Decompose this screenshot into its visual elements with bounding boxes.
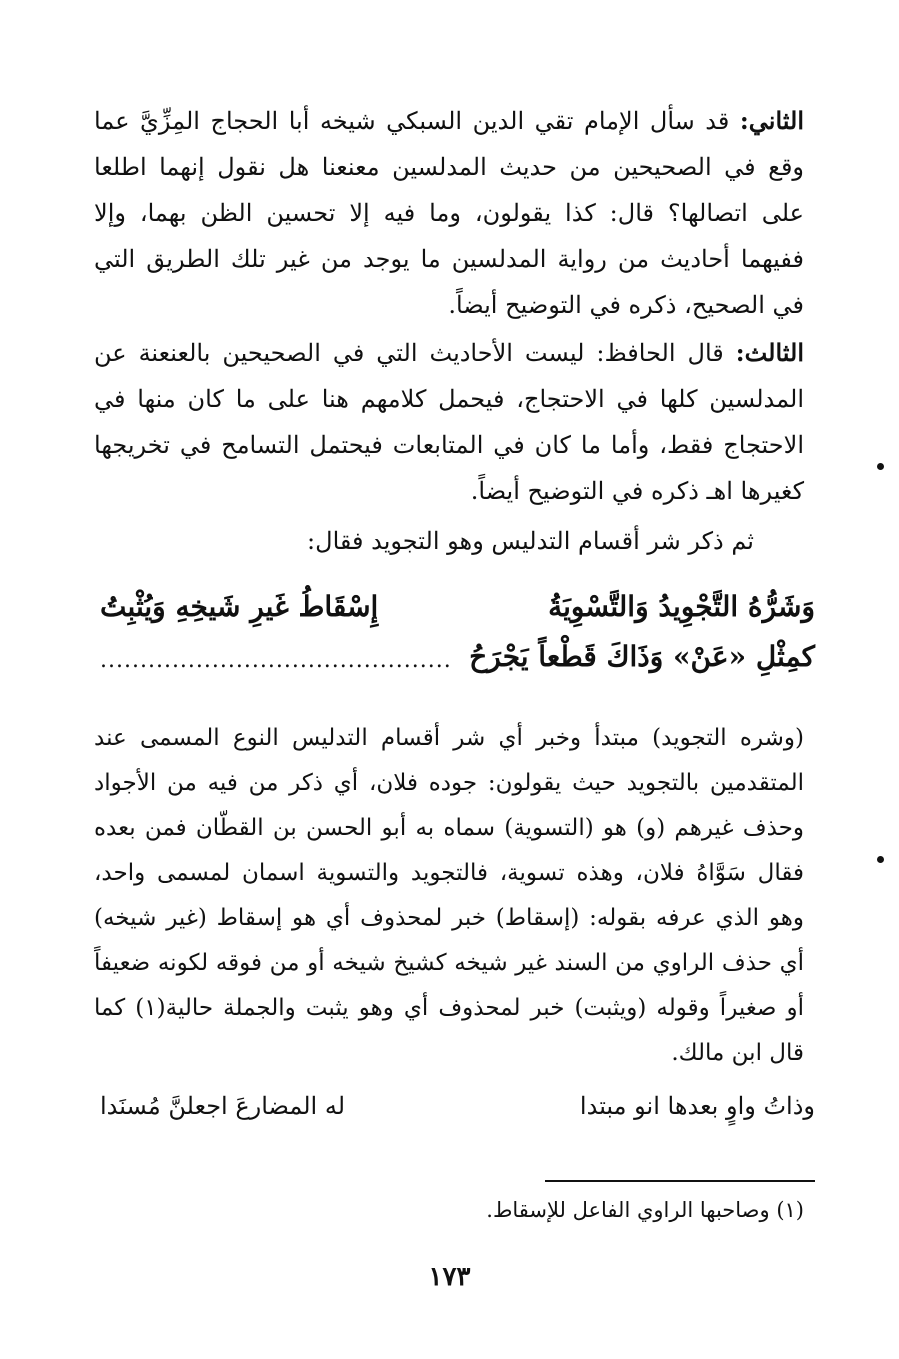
paragraph-second-point [94,98,804,328]
verse-hemistich-right: وَشَرُّهُ التَّجْوِيدُ وَالتَّسْوِيَةُ [548,590,815,623]
verse-hemistich-left: إِسْقَاطُ غَيرِ شَيخِهِ وَيُثْبِتُ [100,590,379,623]
commentary-paragraph: (وشره التجويد) مبتدأ وخبر أي شر أقسام التدليس النوع المسمى عند المتقدمين بالتجويد حيث يقولون: جوده فلان، أي ذكر من فيه من الأجواد وحذف غيرهم (و) هو (التسوية) سماه به أبو الحسن بن القطّان فمن بعده فقال سَوَّاهُ فلان، وهذه تسوية، فالتجويد والتسوية اسمان لمسمى واحد، وهو الذي عرفه بقوله: (إسقاط) خبر لمحذوف أي هو إسقاط (غير شيخه) أي حذف الراوي من السند غير شيخه كشيخ شيخه أو من فوقه لكونه ضعيفاً أو صغيراً وقوله (ويثبت) خبر لمحذوف أي وهو يثبت والجملة حالية(١) كما قال ابن مالك. [94,725,804,1066]
paragraph-text: قال الحافظ: ليست الأحاديث التي في الصحيحين بالعنعنة عن المدلسين كلها في الاحتجاج، فيحمل كلامهم هنا على ما كان منها في الاحتجاج فقط، وأما ما كان في المتابعات فيحتمل التسامح في تخريجها كغيرها اهـ ذكره في التوضيح أيضاً. [94,339,804,505]
paragraph-lead: الثالث: [735,338,804,367]
verse-hemistich-right: كمِثْلِ «عَنْ» وَذَاكَ قَطْعاً يَجْرَحُ [469,640,815,673]
verse-hemistich-left: له المضارعَ اجعلنَّ مُسنَدا [100,1092,346,1120]
verse-line-1 [100,590,815,640]
quoted-verse [100,1092,815,1138]
paragraph-text: قد سأل الإمام تقي الدين السبكي شيخه أبا الحجاج المِزِّيَّ عما وقع في الصحيحين من حديث المدلسين معنعنا هل نقول إنهما اطلعا على اتصالها؟ قال: كذا يقولون، وما فيه إلا تحسين الظن بهما، وإلا ففيهما أحاديث من رواية المدلسين ما يوجد من غير تلك الطريق التي في الصحيح، ذكره في التوضيح أيضاً. [94,107,805,319]
verse-intro: ثم ذكر شر أقسام التدليس وهو التجويد فقال: [307,527,754,555]
verse-hemistich-right: وذاتُ واوٍ بعدها انو مبتدا [579,1092,815,1120]
paragraph-third-point [94,330,804,514]
footnote-divider [545,1180,815,1182]
page-number: ١٧٣ [428,1262,471,1292]
paragraph-lead: الثاني: [739,106,804,135]
verse-line-2 [100,640,815,690]
verse-dotted-placeholder: ............................................ [100,648,452,673]
margin-dot [877,463,884,470]
footnote: (١) وصاحبها الراوي الفاعل للإسقاط. [486,1198,804,1222]
margin-dot [877,856,884,863]
